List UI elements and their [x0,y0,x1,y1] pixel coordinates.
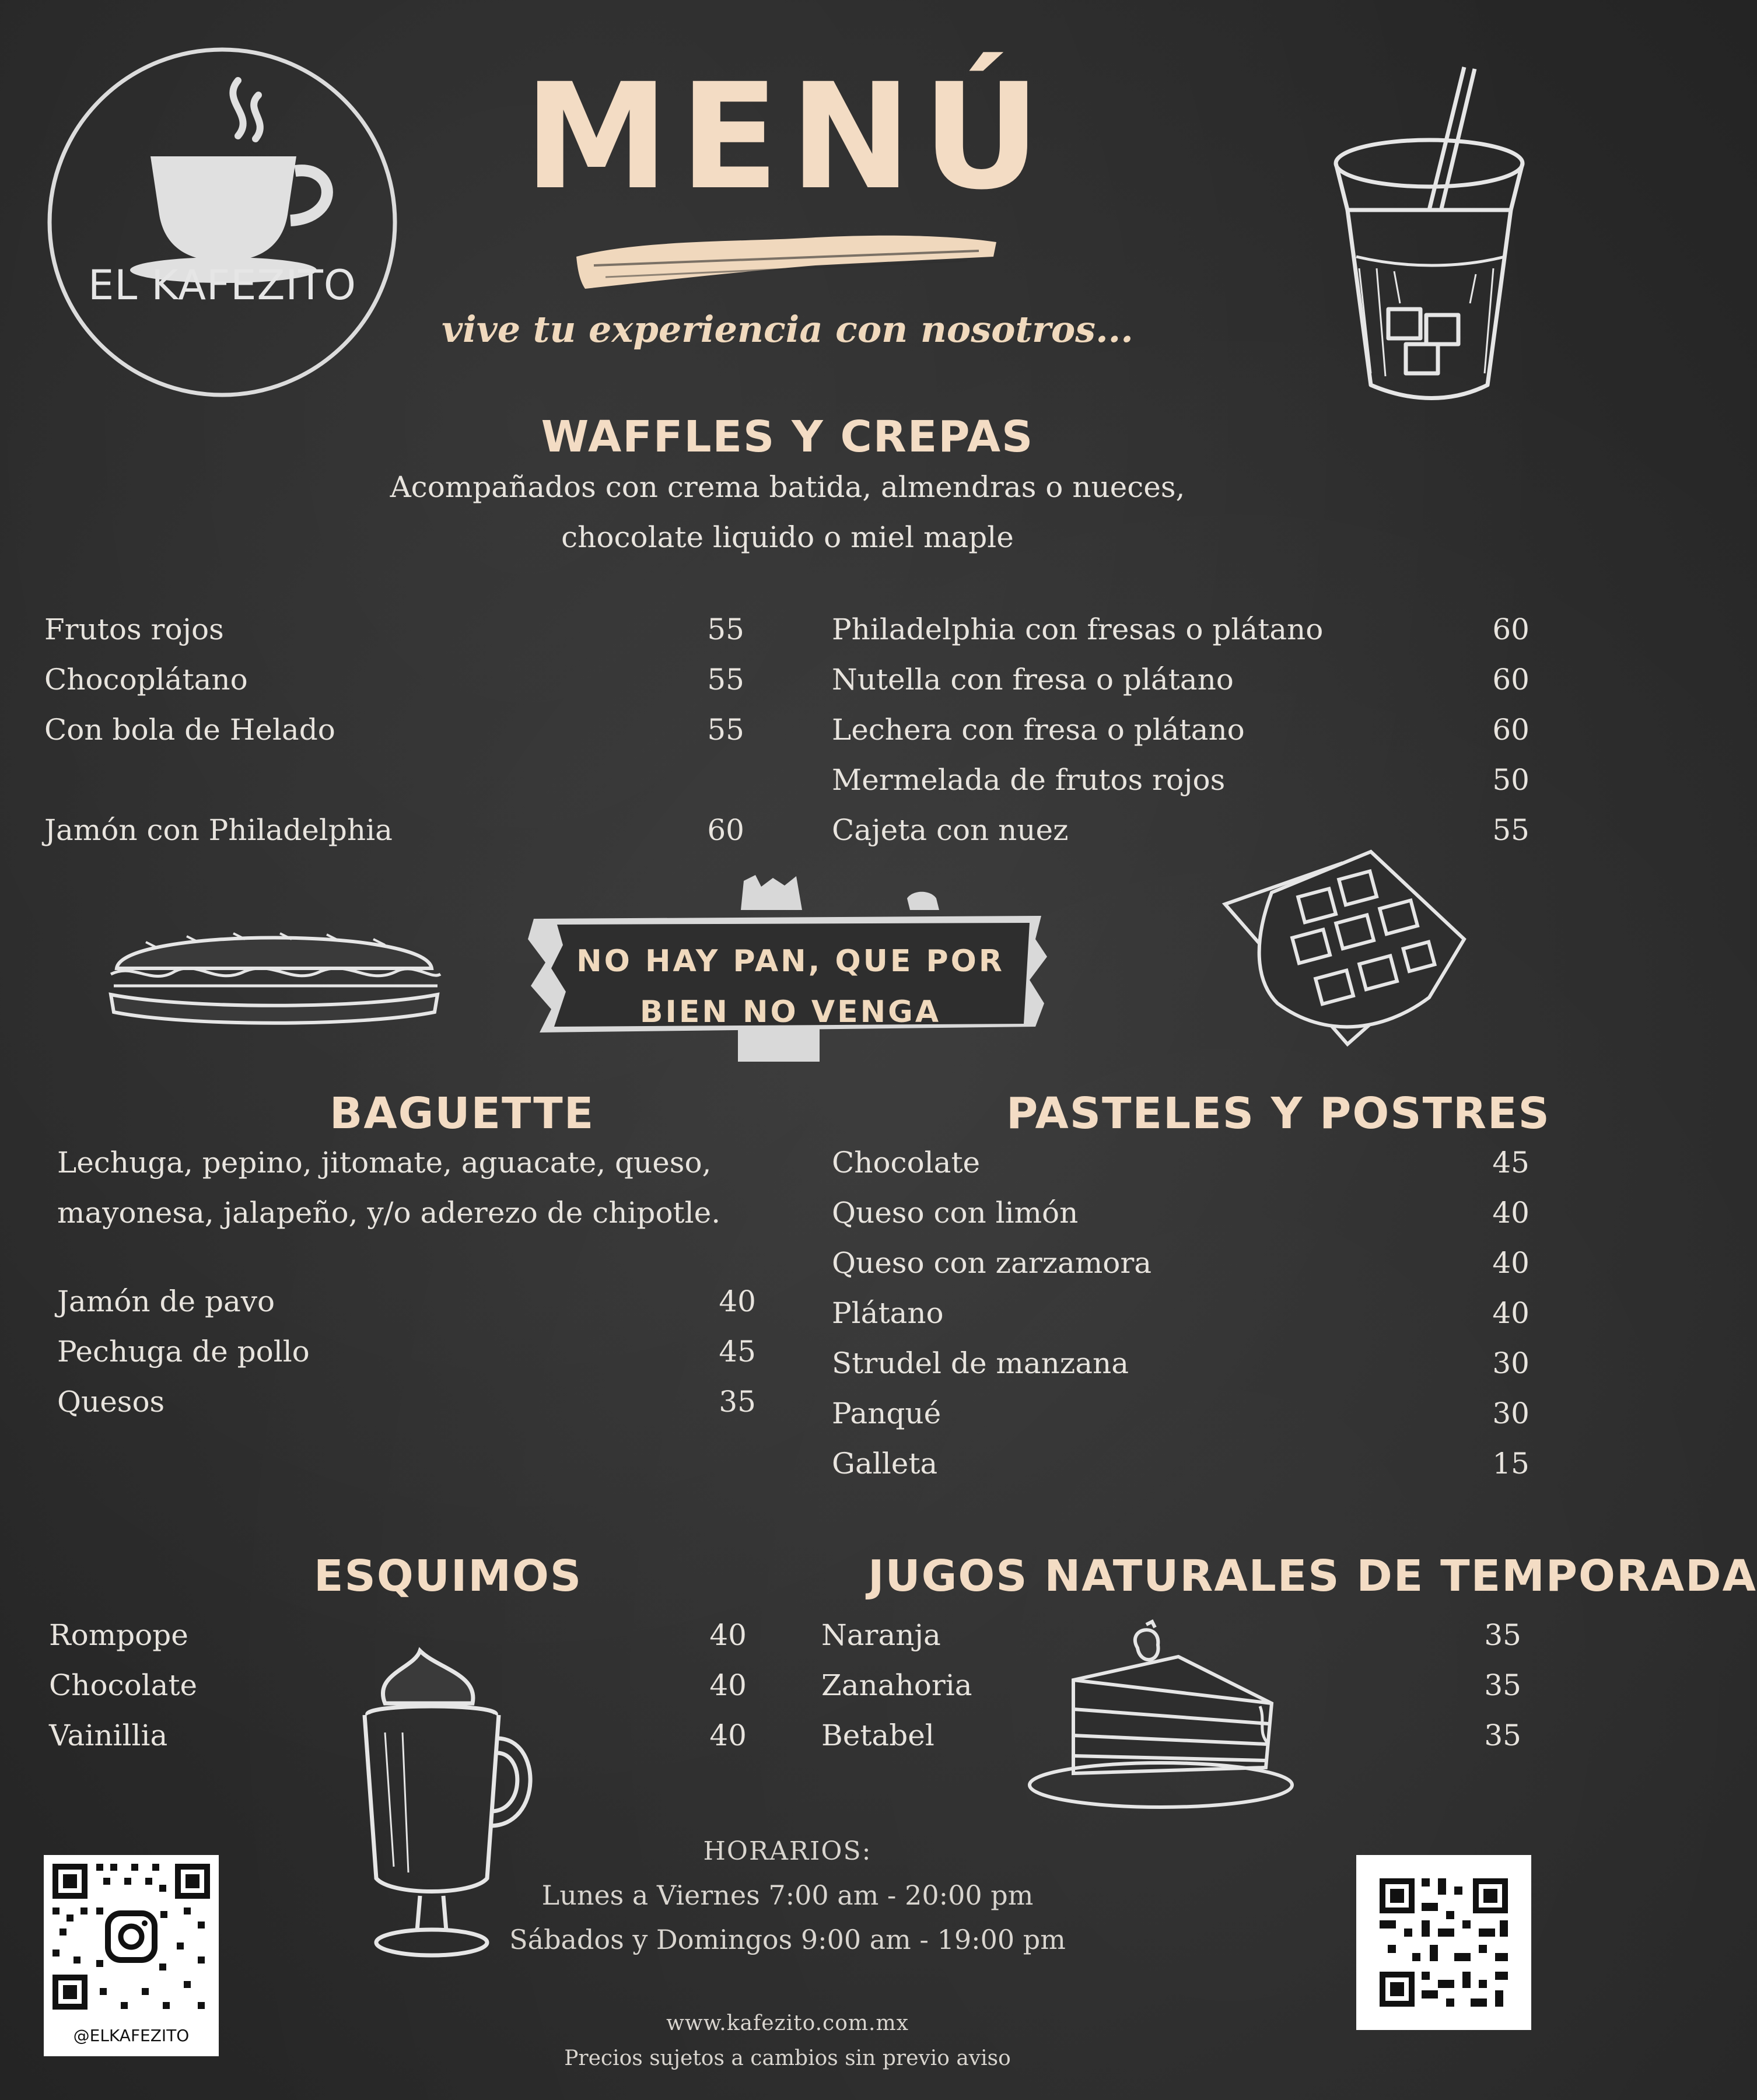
item-name: Jamón de pavo [57,1284,275,1318]
item-price: 60 [1492,663,1530,696]
page-title: MENÚ [524,52,1051,222]
item-name: Betabel [821,1718,935,1752]
item-price: 50 [1492,763,1530,797]
item-price: 35 [1484,1718,1521,1752]
menu-item [832,1196,1530,1230]
item-name: Philadelphia con fresas o plátano [832,612,1324,646]
item-price: 45 [1492,1146,1530,1180]
hours-weekend: Sábados y Domingos 9:00 am - 19:00 pm [509,1924,1066,1955]
item-name: Pechuga de pollo [57,1335,310,1368]
menu-item [832,665,1530,694]
item-price: 35 [1484,1618,1521,1652]
menu-item [57,1337,756,1366]
baguette-description [57,1138,720,1238]
waffles-description [0,462,1575,562]
baguette-description-line2: mayonesa, jalapeño, y/o aderezo de chipotle. [57,1196,721,1230]
brand-name: EL KAFEZITO [88,261,356,309]
item-name: Rompope [49,1618,188,1652]
item-price: 60 [1492,612,1530,646]
tagline: vive tu experiencia con nosotros... [442,308,1133,351]
item-name: Queso con zarzamora [832,1246,1152,1280]
item-name: Vainillia [49,1718,168,1752]
menu-item [832,763,1530,797]
menu-item [44,813,744,847]
item-price: 40 [1492,1246,1530,1280]
item-price: 55 [1492,813,1530,847]
item-name: Chocoplátano [44,663,248,696]
item-name: Plátano [832,1296,944,1330]
sign-line1: NO HAY PAN, QUE POR [576,944,1005,979]
item-name: Quesos [57,1385,165,1419]
item-name: Strudel de manzana [832,1346,1129,1380]
esquimos-section-title: ESQUIMOS [314,1551,583,1601]
item-name: Cajeta con nuez [832,813,1069,847]
sign-line2: BIEN NO VENGA [639,995,942,1030]
item-price: 40 [709,1718,747,1752]
baguette-section-title: BAGUETTE [330,1088,595,1139]
baguette-description-line1: Lechuga, pepino, jitomate, aguacate, queso, [57,1146,712,1180]
waffles-description-line1: Acompañados con crema batida, almendras o nueces, [390,470,1185,504]
menu-item [49,1620,747,1650]
item-price: 40 [1492,1196,1530,1230]
pasteles-section-title: PASTELES Y POSTRES [1006,1088,1550,1139]
waffles-description-line2: chocolate liquido o miel maple [561,520,1014,554]
item-price: 30 [1492,1396,1530,1430]
menu-item [57,1284,756,1318]
item-name: Zanahoria [821,1668,972,1702]
item-price: 40 [719,1284,756,1318]
item-price: 35 [1484,1668,1521,1702]
item-name: Panqué [832,1396,942,1430]
instagram-handle: @ELKAFEZITO [73,2026,190,2045]
menu-item [832,1248,1530,1278]
item-price: 55 [707,612,744,646]
baguette-sandwich-icon [99,916,449,1032]
item-price: 30 [1492,1346,1530,1380]
item-name: Chocolate [832,1146,981,1180]
item-name: Frutos rojos [44,612,224,646]
waffle-icon [1208,840,1464,1056]
menu-item [832,1346,1530,1380]
item-name: Nutella con fresa o plátano [832,663,1234,696]
item-price: 60 [707,813,744,847]
menu-item [57,1385,756,1419]
website-link[interactable]: www.kafezito.com.mx [666,2011,909,2035]
item-price: 40 [709,1668,747,1702]
item-price: 35 [719,1385,756,1419]
price-disclaimer: Precios sujetos a cambios sin previo aviso [564,2046,1011,2070]
menu-item [832,1449,1530,1478]
menu-item [832,713,1530,747]
item-price: 40 [709,1618,747,1652]
cake-slice-icon [1027,1622,1295,1814]
hours-weekdays: Lunes a Viernes 7:00 am - 20:00 pm [541,1880,1034,1911]
hours-title: HORARIOS: [703,1836,872,1866]
menu-item [44,612,744,646]
item-name: Jamón con Philadelphia [44,813,393,847]
menu-item [832,1396,1530,1430]
item-name: Con bola de Helado [44,713,335,747]
menu-item [832,1298,1530,1328]
menu-item [44,713,744,747]
item-price: 55 [707,663,744,696]
item-name: Galleta [832,1447,938,1480]
item-price: 45 [719,1335,756,1368]
waffles-section-title: WAFFLES Y CREPAS [541,412,1034,462]
jugos-section-title: JUGOS NATURALES DE TEMPORADA [868,1551,1757,1601]
title-underline-brush [570,225,1002,298]
menu-item [832,1146,1530,1180]
item-price: 40 [1492,1296,1530,1330]
item-price: 60 [1492,713,1530,747]
item-price: 55 [707,713,744,747]
item-price: 15 [1492,1447,1530,1480]
menu-item [832,612,1530,646]
item-name: Chocolate [49,1668,198,1702]
menu-item [44,665,744,694]
item-name: Lechera con fresa o plátano [832,713,1245,747]
item-name: Naranja [821,1618,941,1652]
item-name: Mermelada de frutos rojos [832,763,1226,797]
iced-drink-icon [1324,58,1534,408]
wooden-sign [528,875,1053,1073]
item-name: Queso con limón [832,1196,1079,1230]
